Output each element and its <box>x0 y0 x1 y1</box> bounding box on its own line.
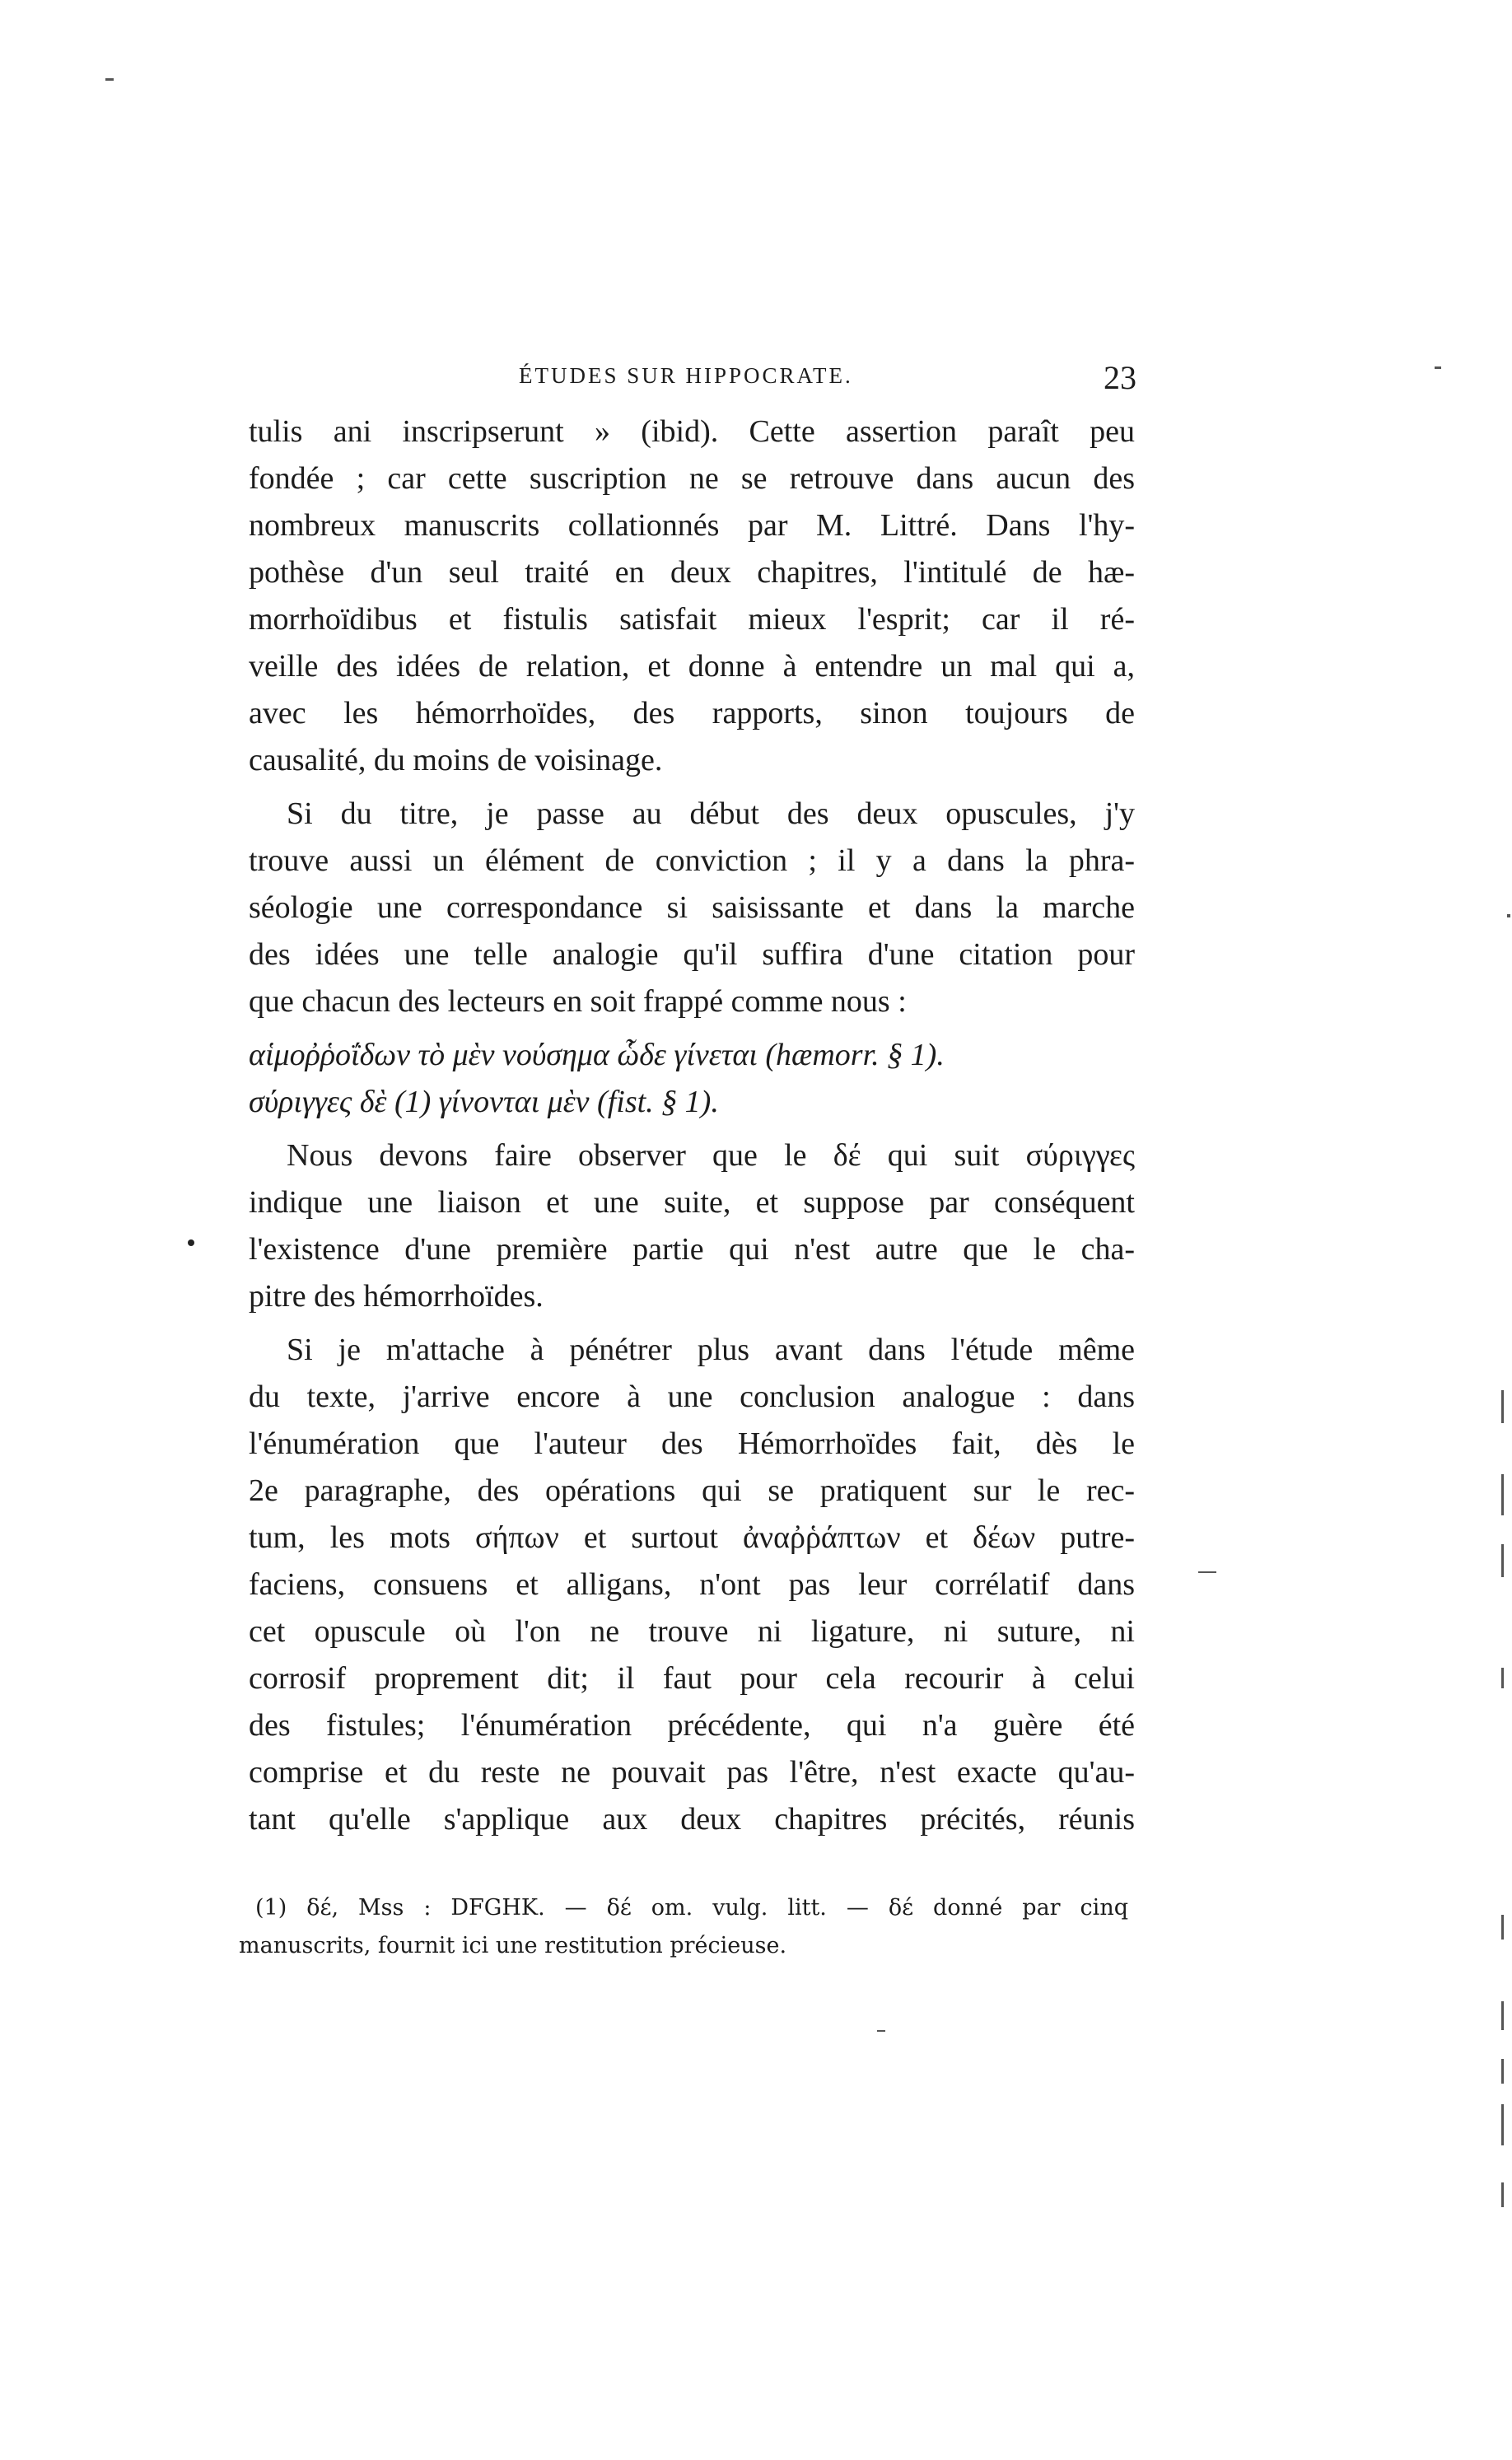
body-line: Nous devons faire observer que le δέ qui suit σύριγγες <box>287 1138 1135 1173</box>
scan-speck <box>1198 1571 1216 1573</box>
scan-speck <box>1501 1544 1504 1577</box>
body-line: causalité, du moins de voisinage. <box>249 743 663 777</box>
body-line: des idées une telle analogie qu'il suffira d'une citation pour <box>249 937 1135 972</box>
body-line: nombreux manuscrits collationnés par M. Littré. Dans l'hy- <box>249 508 1135 543</box>
running-head <box>247 358 1136 408</box>
body-line: trouve aussi un élément de conviction ; il y a dans la phra- <box>249 843 1135 878</box>
body-line: fondée ; car cette suscription ne se retrouve dans aucun des <box>249 461 1135 496</box>
body-line: tum, les mots σήπων et surtout ἀναῤῥάπτων et δέων putre- <box>249 1520 1135 1555</box>
body-line: 2e paragraphe, des opérations qui se pratiquent sur le rec- <box>249 1473 1135 1508</box>
body-line: des fistules; l'énumération précédente, qui n'a guère été <box>249 1708 1135 1743</box>
scan-speck <box>877 2030 885 2032</box>
footnotes <box>239 1889 1128 1965</box>
body-line: veille des idées de relation, et donne à entendre un mal qui a, <box>249 649 1135 684</box>
body-line: l'existence d'une première partie qui n'est autre que le cha- <box>249 1232 1135 1267</box>
scan-speck <box>105 78 114 81</box>
body-line: pitre des hémorrhoïdes. <box>249 1279 544 1314</box>
scan-speck <box>188 1239 194 1246</box>
running-title: ÉTUDES SUR HIPPOCRATE. <box>519 363 853 388</box>
body-line: faciens, consuens et alligans, n'ont pas leur corrélatif dans <box>249 1567 1135 1602</box>
body-line: corrosif proprement dit; il faut pour cela recourir à celui <box>249 1661 1135 1696</box>
body-line: tant qu'elle s'applique aux deux chapitres précités, réunis <box>249 1802 1135 1837</box>
scan-speck <box>1501 1474 1504 1515</box>
scan-speck <box>1501 2104 1504 2145</box>
body-text <box>249 408 1135 1843</box>
body-line: que chacun des lecteurs en soit frappé comme nous : <box>249 984 907 1019</box>
body-line: morrhoïdibus et fistulis satisfait mieux l'esprit; car il ré- <box>249 602 1135 637</box>
body-line: avec les hémorrhoïdes, des rapports, sinon toujours de <box>249 696 1135 731</box>
scan-speck <box>1501 1668 1504 1688</box>
body-line: l'énumération que l'auteur des Hémorrhoïdes fait, dès le <box>249 1426 1135 1461</box>
body-line: pothèse d'un seul traité en deux chapitres, l'intitulé de hæ- <box>249 555 1135 590</box>
scan-speck <box>1501 1915 1504 1940</box>
page-number: 23 <box>1104 359 1136 396</box>
scan-speck <box>1435 366 1441 369</box>
scan-speck <box>1501 2182 1504 2207</box>
body-line: séologie une correspondance si saisissante et dans la marche <box>249 890 1135 925</box>
footnote-line: manuscrits, fournit ici une restitution précieuse. <box>239 1933 787 1958</box>
scan-speck <box>1501 2001 1504 2030</box>
scan-speck <box>1507 914 1510 917</box>
greek-citation: σύριγγες δὲ (1) γίνονται μὲν (fist. § 1). <box>249 1085 719 1119</box>
scan-speck <box>1501 2059 1504 2084</box>
footnote-line: (1) δέ, Mss : DFGHK. — δέ om. vulg. litt. — δέ donné par cinq <box>255 1895 1128 1921</box>
body-line: cet opuscule où l'on ne trouve ni ligature, ni suture, ni <box>249 1614 1135 1649</box>
scan-speck <box>1501 1390 1504 1423</box>
body-line: tulis ani inscripserunt » (ibid). Cette assertion paraît peu <box>249 414 1135 449</box>
body-line: indique une liaison et une suite, et suppose par conséquent <box>249 1185 1135 1220</box>
greek-citation: αἱμοῤῥοΐδων τὸ μὲν νούσημα ὧδε γίνεται (hæmorr. § 1). <box>249 1038 945 1072</box>
body-line: du texte, j'arrive encore à une conclusion analogue : dans <box>249 1379 1135 1414</box>
body-line: Si je m'attache à pénétrer plus avant dans l'étude même <box>287 1333 1135 1367</box>
body-line: comprise et du reste ne pouvait pas l'être, n'est exacte qu'au- <box>249 1755 1135 1790</box>
body-line: Si du titre, je passe au début des deux opuscules, j'y <box>287 796 1135 831</box>
